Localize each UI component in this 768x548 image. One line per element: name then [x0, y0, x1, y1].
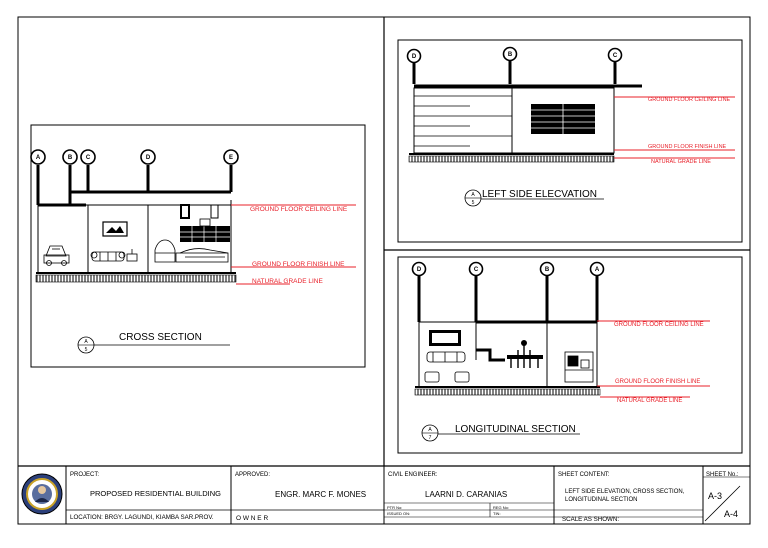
- finish-line-label: GROUND FLOOR FINISH LINE: [648, 144, 727, 150]
- approver-name: ENGR. MARC F. MONES: [275, 490, 367, 499]
- wall-picture-icon: [429, 330, 461, 346]
- ceiling-line-label: GROUND FLOOR CEILING LINE: [250, 206, 348, 213]
- grid-label: D: [411, 54, 417, 60]
- location-text: LOCATION: BRGY. LAGUNDI, KIAMBA SAR.PROV.: [70, 514, 214, 521]
- project-name: PROPOSED RESIDENTIAL BUILDING: [90, 489, 222, 498]
- grid-label: E: [228, 155, 234, 161]
- left-elevation-title: LEFT SIDE ELECVATION: [482, 189, 598, 200]
- grid-label: B: [67, 155, 73, 161]
- svg-text:A: A: [428, 427, 432, 433]
- window-icon: [531, 104, 595, 134]
- sheet-number-top: A-3: [708, 491, 723, 501]
- finish-line-label: GROUND FLOOR FINISH LINE: [252, 261, 345, 268]
- svg-text:5: 5: [471, 200, 475, 206]
- sheet-no-label: SHEET No.:: [706, 472, 739, 478]
- sheet-content-line2: LONGITUDINAL SECTION: [565, 497, 638, 503]
- longitudinal-title: LONGITUDINAL SECTION: [455, 424, 576, 435]
- owner-label: O W N E R: [236, 515, 269, 522]
- reg-label: REG No:: [493, 505, 510, 510]
- sheet-content-line1: LEFT SIDE ELEVATION, CROSS SECTION,: [565, 489, 685, 495]
- wall-picture-icon: [103, 222, 127, 236]
- cross-section-title: CROSS SECTION: [119, 332, 202, 343]
- sheet-number-bottom: A-4: [724, 509, 739, 519]
- approved-label: APPROVED:: [235, 472, 271, 478]
- grid-label: A: [35, 155, 41, 161]
- grid-label: C: [473, 267, 479, 273]
- grid-label: A: [594, 267, 600, 273]
- grid-label: D: [416, 267, 422, 273]
- svg-text:A: A: [84, 339, 88, 345]
- ground-hatch: [36, 275, 236, 282]
- grade-line-label: NATURAL GRADE LINE: [651, 159, 711, 165]
- engineer-seal: [22, 474, 62, 514]
- grid-label: C: [85, 155, 91, 161]
- ptr-label: PTR No:: [387, 505, 403, 510]
- grid-label: B: [507, 52, 513, 58]
- finish-line-label: GROUND FLOOR FINISH LINE: [615, 379, 701, 385]
- grade-line-label: NATURAL GRADE LINE: [617, 398, 683, 404]
- tin-label: TIN:: [493, 511, 501, 516]
- grid-label: D: [145, 155, 151, 161]
- svg-text:7: 7: [428, 435, 432, 441]
- issued-label: ISSUED ON:: [387, 511, 411, 516]
- grade-line-label: NATURAL GRADE LINE: [252, 278, 323, 285]
- svg-text:A: A: [471, 192, 475, 198]
- svg-text:5: 5: [84, 347, 88, 353]
- sheet-content-label: SHEET CONTENT:: [558, 472, 610, 478]
- grid-label: C: [612, 53, 618, 59]
- engineer-label: CIVIL ENGINEER:: [388, 472, 438, 478]
- ceiling-line-label: GROUND FLOOR CEILING LINE: [614, 322, 704, 328]
- grid-label: B: [544, 267, 550, 273]
- project-label: PROJECT:: [70, 472, 100, 478]
- scale-label: SCALE AS SHOWN:: [562, 516, 620, 523]
- engineer-name: LAARNI D. CARANIAS: [425, 490, 508, 499]
- ceiling-line-label: GROUND FLOOR CEILING LINE: [648, 97, 731, 103]
